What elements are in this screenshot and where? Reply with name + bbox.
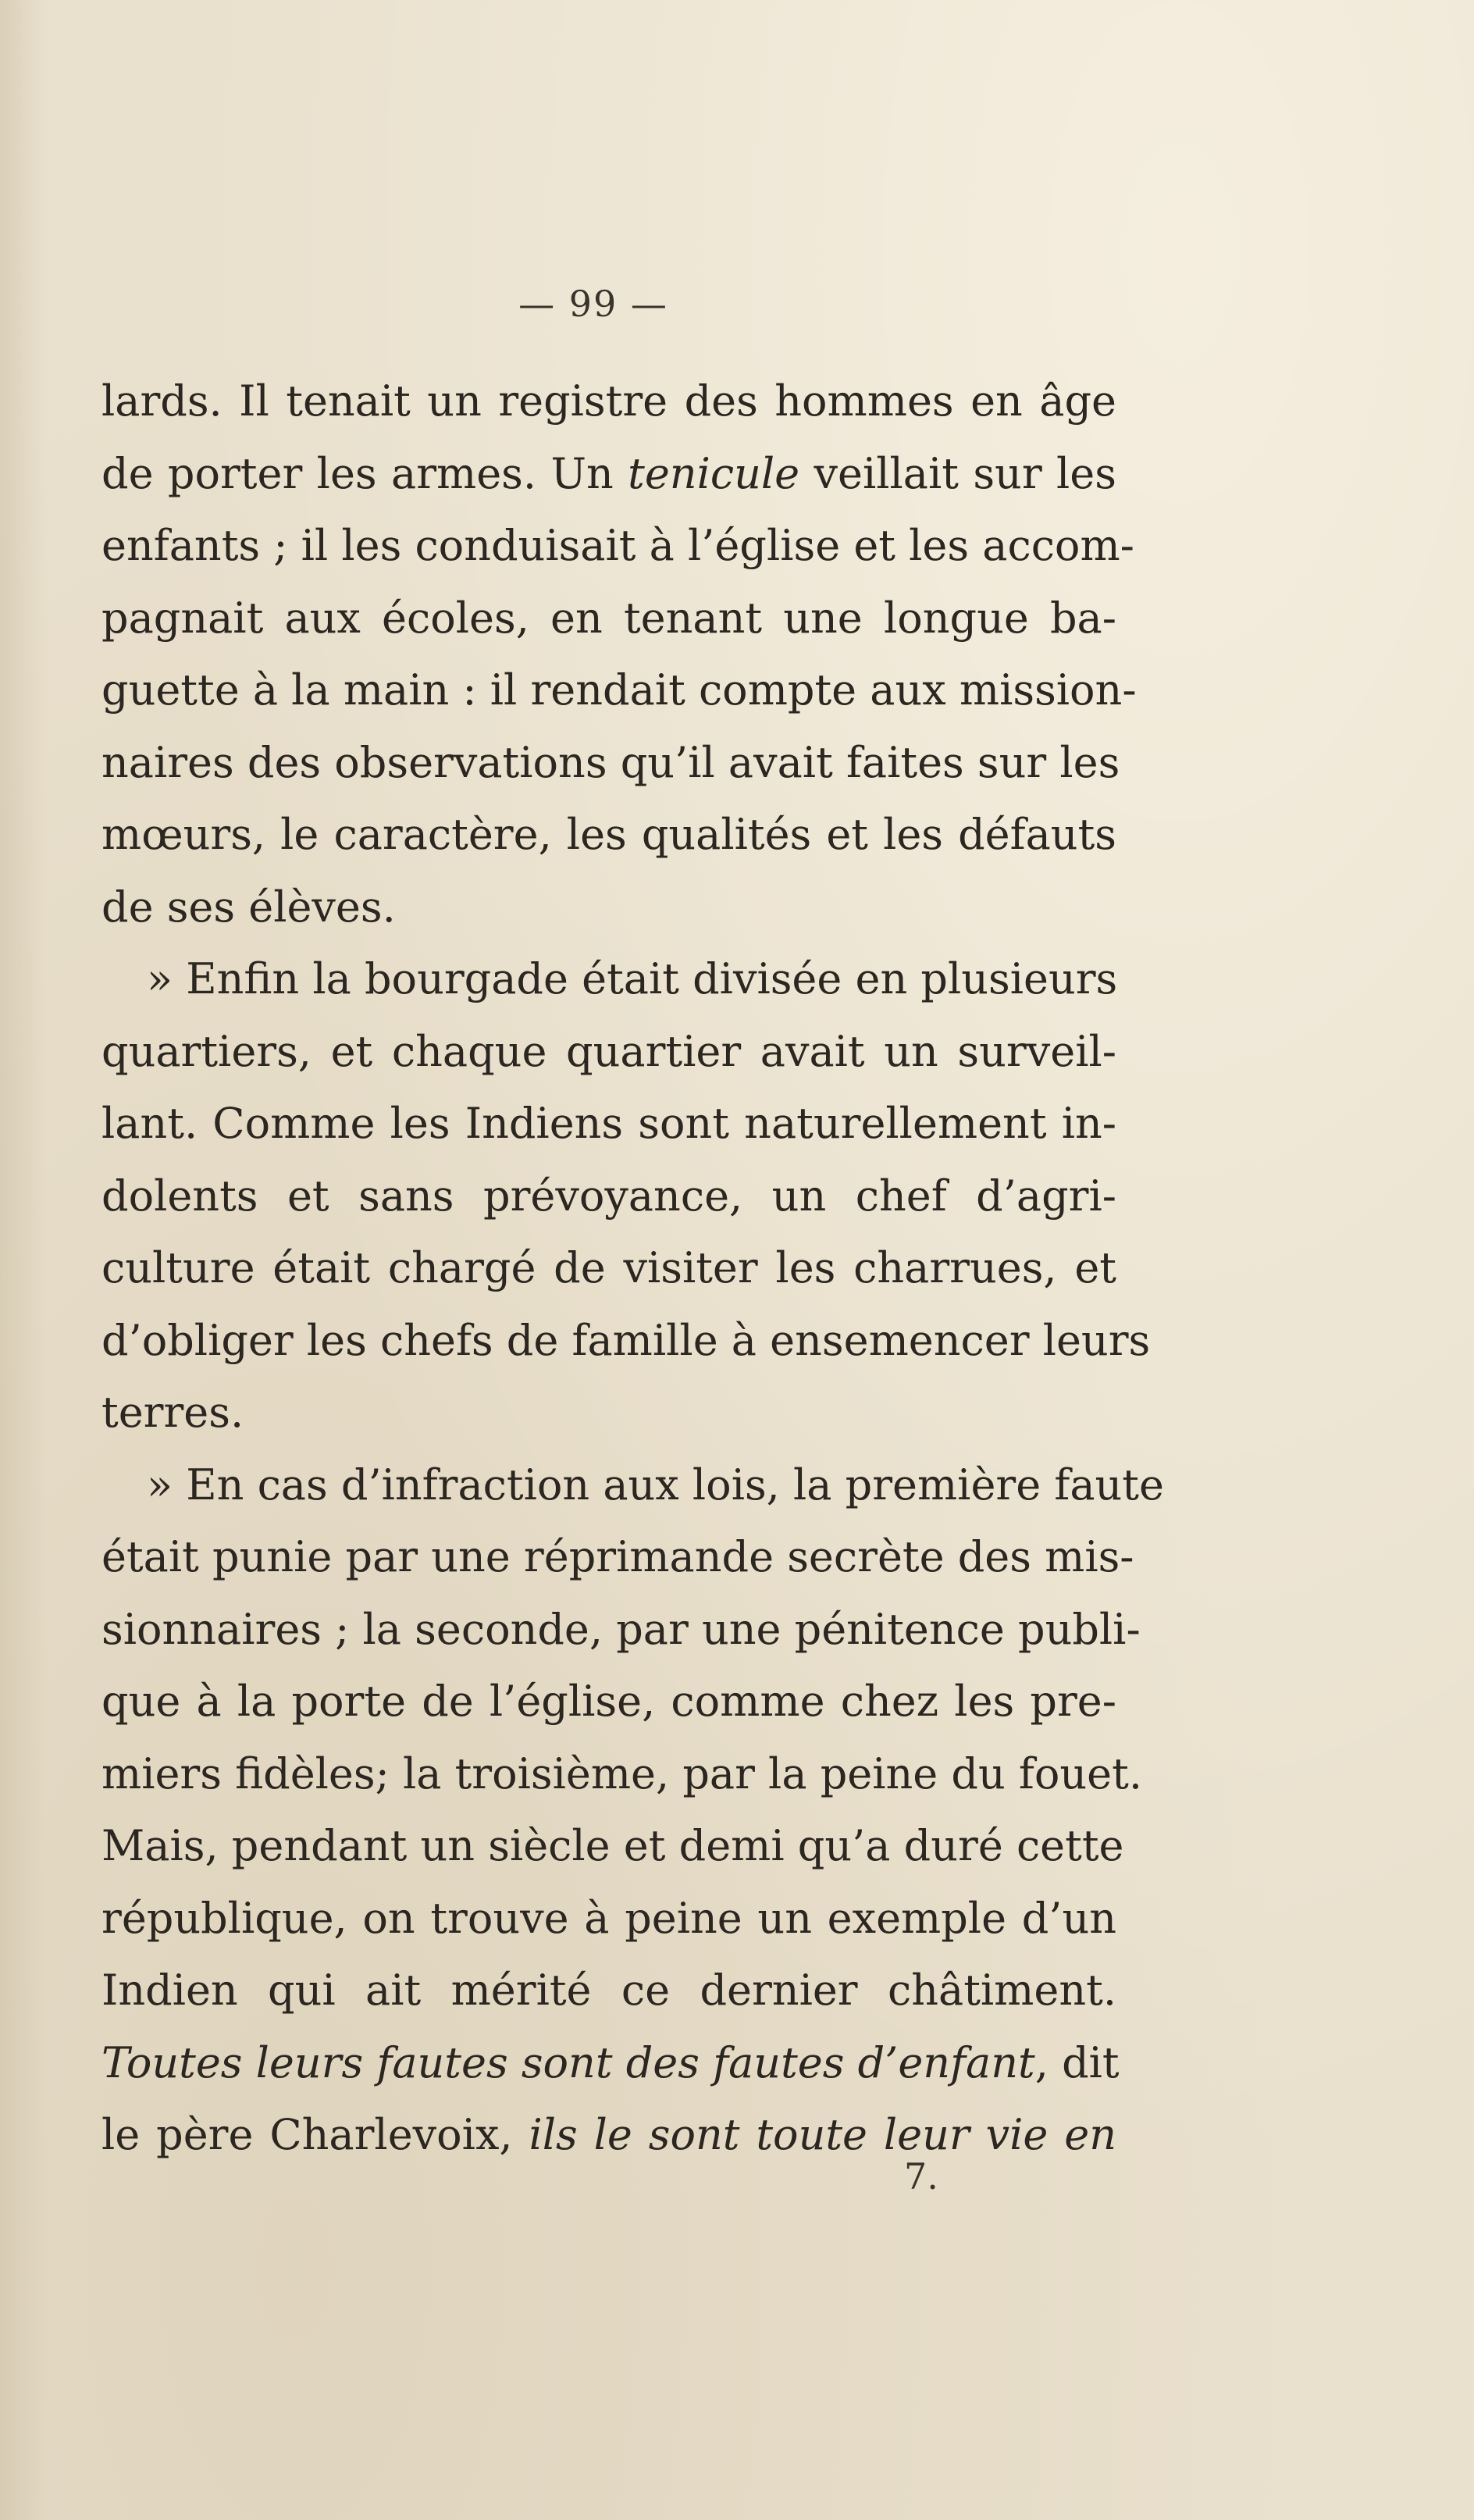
text-segment: mœurs, le caractère, les qualités et les défauts <box>101 810 1116 859</box>
text-line <box>101 1305 1151 1378</box>
text-line <box>101 2027 1120 2100</box>
text-segment: culture était chargé de visiter les charrues, et <box>101 1243 1116 1292</box>
text-segment: lant. Comme les Indiens sont naturellement in- <box>101 1099 1116 1148</box>
italic-text: tenicule <box>628 448 800 498</box>
text-line <box>101 583 1116 655</box>
text-line <box>101 438 1116 511</box>
text-line <box>101 799 1116 871</box>
text-line <box>101 1883 1116 1955</box>
text-line <box>101 510 1134 583</box>
italic-text: Toutes leurs fautes sont des fautes d’enfant <box>101 2037 1035 2087</box>
text-segment: république, on trouve à peine un exemple d’un <box>101 1893 1116 1943</box>
text-segment: sionnaires ; la seconde, par une pénitence publi- <box>101 1604 1141 1654</box>
text-line <box>101 1016 1116 1089</box>
text-segment: terres. <box>101 1388 244 1437</box>
body-text <box>101 365 1164 2172</box>
signature-mark: 7. <box>904 2155 938 2197</box>
text-line <box>101 2099 1116 2172</box>
text-segment: le père Charlevoix, <box>101 2110 529 2159</box>
text-segment: de ses élèves. <box>101 882 396 932</box>
text-segment: Mais, pendant un siècle et demi qu’a duré cette <box>101 1821 1124 1870</box>
text-segment: » Enfin la bourgade était divisée en plusieurs <box>147 954 1118 1003</box>
text-segment: » En cas d’infraction aux lois, la première faute <box>147 1460 1164 1510</box>
text-segment: miers fidèles; la troisième, par la peine du fouet. <box>101 1748 1142 1798</box>
text-line <box>101 871 1116 944</box>
text-line <box>101 1377 1116 1449</box>
text-line <box>101 943 1116 1016</box>
text-line <box>101 1521 1134 1594</box>
text-segment: veillait sur les <box>799 448 1116 498</box>
text-segment: de porter les armes. Un <box>101 448 628 498</box>
text-line <box>101 1594 1141 1666</box>
text-line <box>101 1160 1116 1233</box>
text-segment: d’obliger les chefs de famille à ensemencer leurs <box>101 1315 1151 1365</box>
text-segment: enfants ; il les conduisait à l’église et les accom- <box>101 521 1134 570</box>
text-segment: naires des observations qu’il avait faites sur les <box>101 737 1120 787</box>
text-segment: lards. Il tenait un registre des hommes en âge <box>101 376 1116 426</box>
text-line <box>101 1449 1164 1522</box>
text-line <box>101 727 1120 800</box>
text-line <box>101 1738 1142 1811</box>
text-line <box>101 1955 1116 2027</box>
text-line <box>101 1810 1124 1883</box>
text-line <box>101 654 1137 727</box>
text-line <box>101 1088 1116 1160</box>
text-line <box>101 365 1116 438</box>
page-number: — 99 — <box>518 283 668 325</box>
text-line <box>101 1666 1116 1738</box>
text-segment: était punie par une réprimande secrète des mis- <box>101 1532 1134 1581</box>
italic-text: ils le sont toute leur vie en <box>529 2110 1116 2159</box>
text-line <box>101 1232 1116 1305</box>
text-segment: , dit <box>1034 2037 1120 2087</box>
text-segment: que à la porte de l’église, comme chez les pre- <box>101 1677 1116 1726</box>
text-segment: pagnait aux écoles, en tenant une longue ba- <box>101 593 1116 643</box>
text-segment: guette à la main : il rendait compte aux mission- <box>101 665 1137 715</box>
text-segment: Indien qui ait mérité ce dernier châtiment. <box>101 1966 1116 2015</box>
text-segment: quartiers, et chaque quartier avait un surveil- <box>101 1026 1116 1076</box>
text-segment: dolents et sans prévoyance, un chef d’agri- <box>101 1171 1116 1221</box>
